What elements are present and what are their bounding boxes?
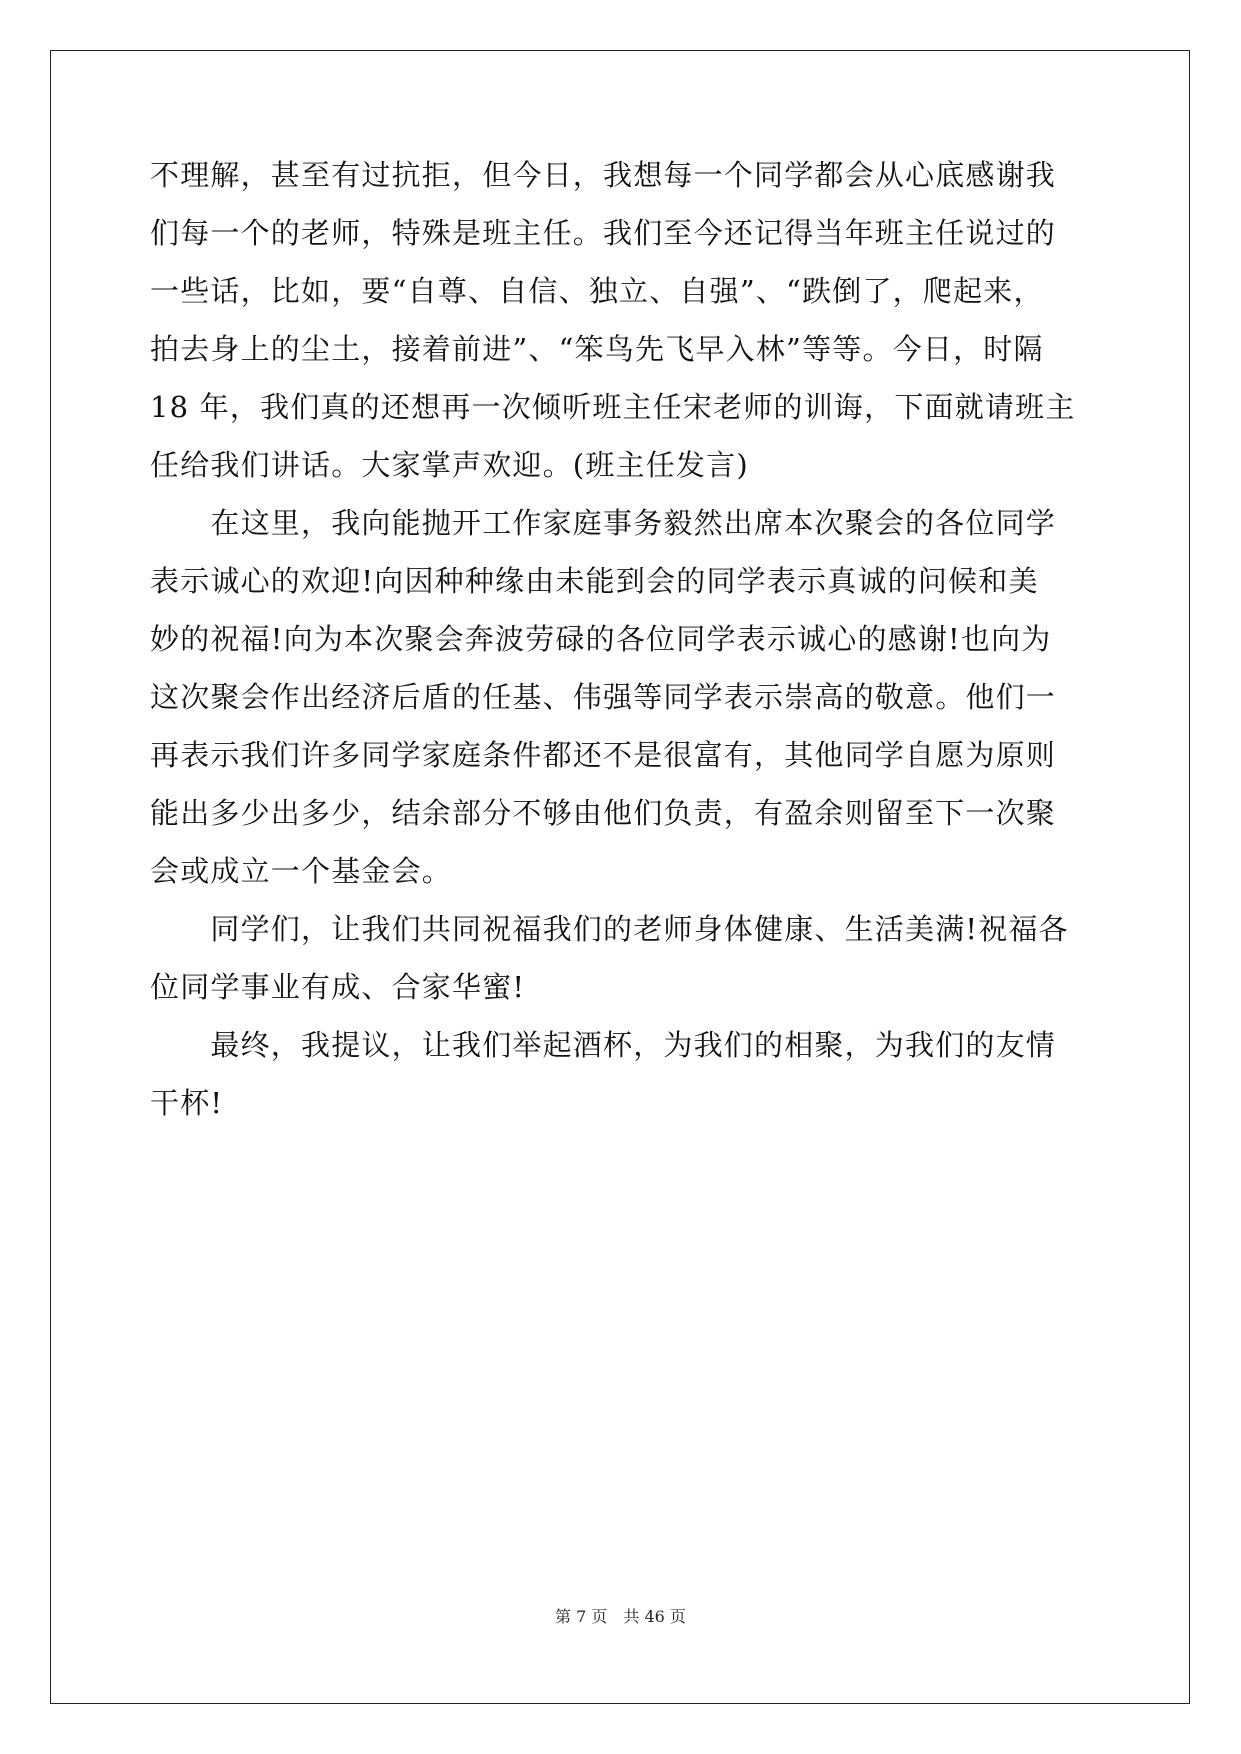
paragraph-start-line: 同学们，让我们共同祝福我们的老师身体健康、生活美满!祝福各 <box>150 912 1069 946</box>
text-line: 表示诚心的欢迎!向因种种缘由未能到会的同学表示真诚的问候和美 <box>150 564 1039 598</box>
text-line: 会或成立一个基金会。 <box>150 854 453 888</box>
text-line: 们每一个的老师，特殊是班主任。我们至今还记得当年班主任说过的 <box>150 216 1057 250</box>
text-line: 再表示我们许多同学家庭条件都还不是很富有，其他同学自愿为原则 <box>150 738 1057 772</box>
text-line: 这次聚会作出经济后盾的任基、伟强等同学表示崇高的敬意。他们一 <box>150 680 1057 714</box>
text-line: 拍去身上的尘土，接着前进”、“笨鸟先飞早入林”等等。今日，时隔 <box>150 332 1044 366</box>
text-line: 一些话，比如，要“自尊、自信、独立、自强”、“跌倒了，爬起来， <box>150 274 1044 308</box>
paragraph-start-line: 最终，我提议，让我们举起酒杯，为我们的相聚，为我们的友情 <box>150 1028 1057 1062</box>
text-line: 干杯! <box>150 1086 224 1120</box>
paragraph-start-line: 在这里，我向能抛开工作家庭事务毅然出席本次聚会的各位同学 <box>150 506 1057 540</box>
text-line: 位同学事业有成、合家华蜜! <box>150 970 526 1004</box>
text-line: 18 年，我们真的还想再一次倾听班主任宋老师的训诲，下面就请班主 <box>150 390 1076 424</box>
page-number-footer: 第 7 页 共 46 页 <box>555 1607 686 1626</box>
text-line: 不理解，甚至有过抗拒，但今日，我想每一个同学都会从心底感谢我 <box>150 158 1057 192</box>
text-line: 任给我们讲话。大家掌声欢迎。(班主任发言) <box>150 448 749 482</box>
text-line: 能出多少出多少，结余部分不够由他们负责，有盈余则留至下一次聚 <box>150 796 1057 830</box>
text-line: 妙的祝福!向为本次聚会奔波劳碌的各位同学表示诚心的感谢!也向为 <box>150 622 1052 656</box>
